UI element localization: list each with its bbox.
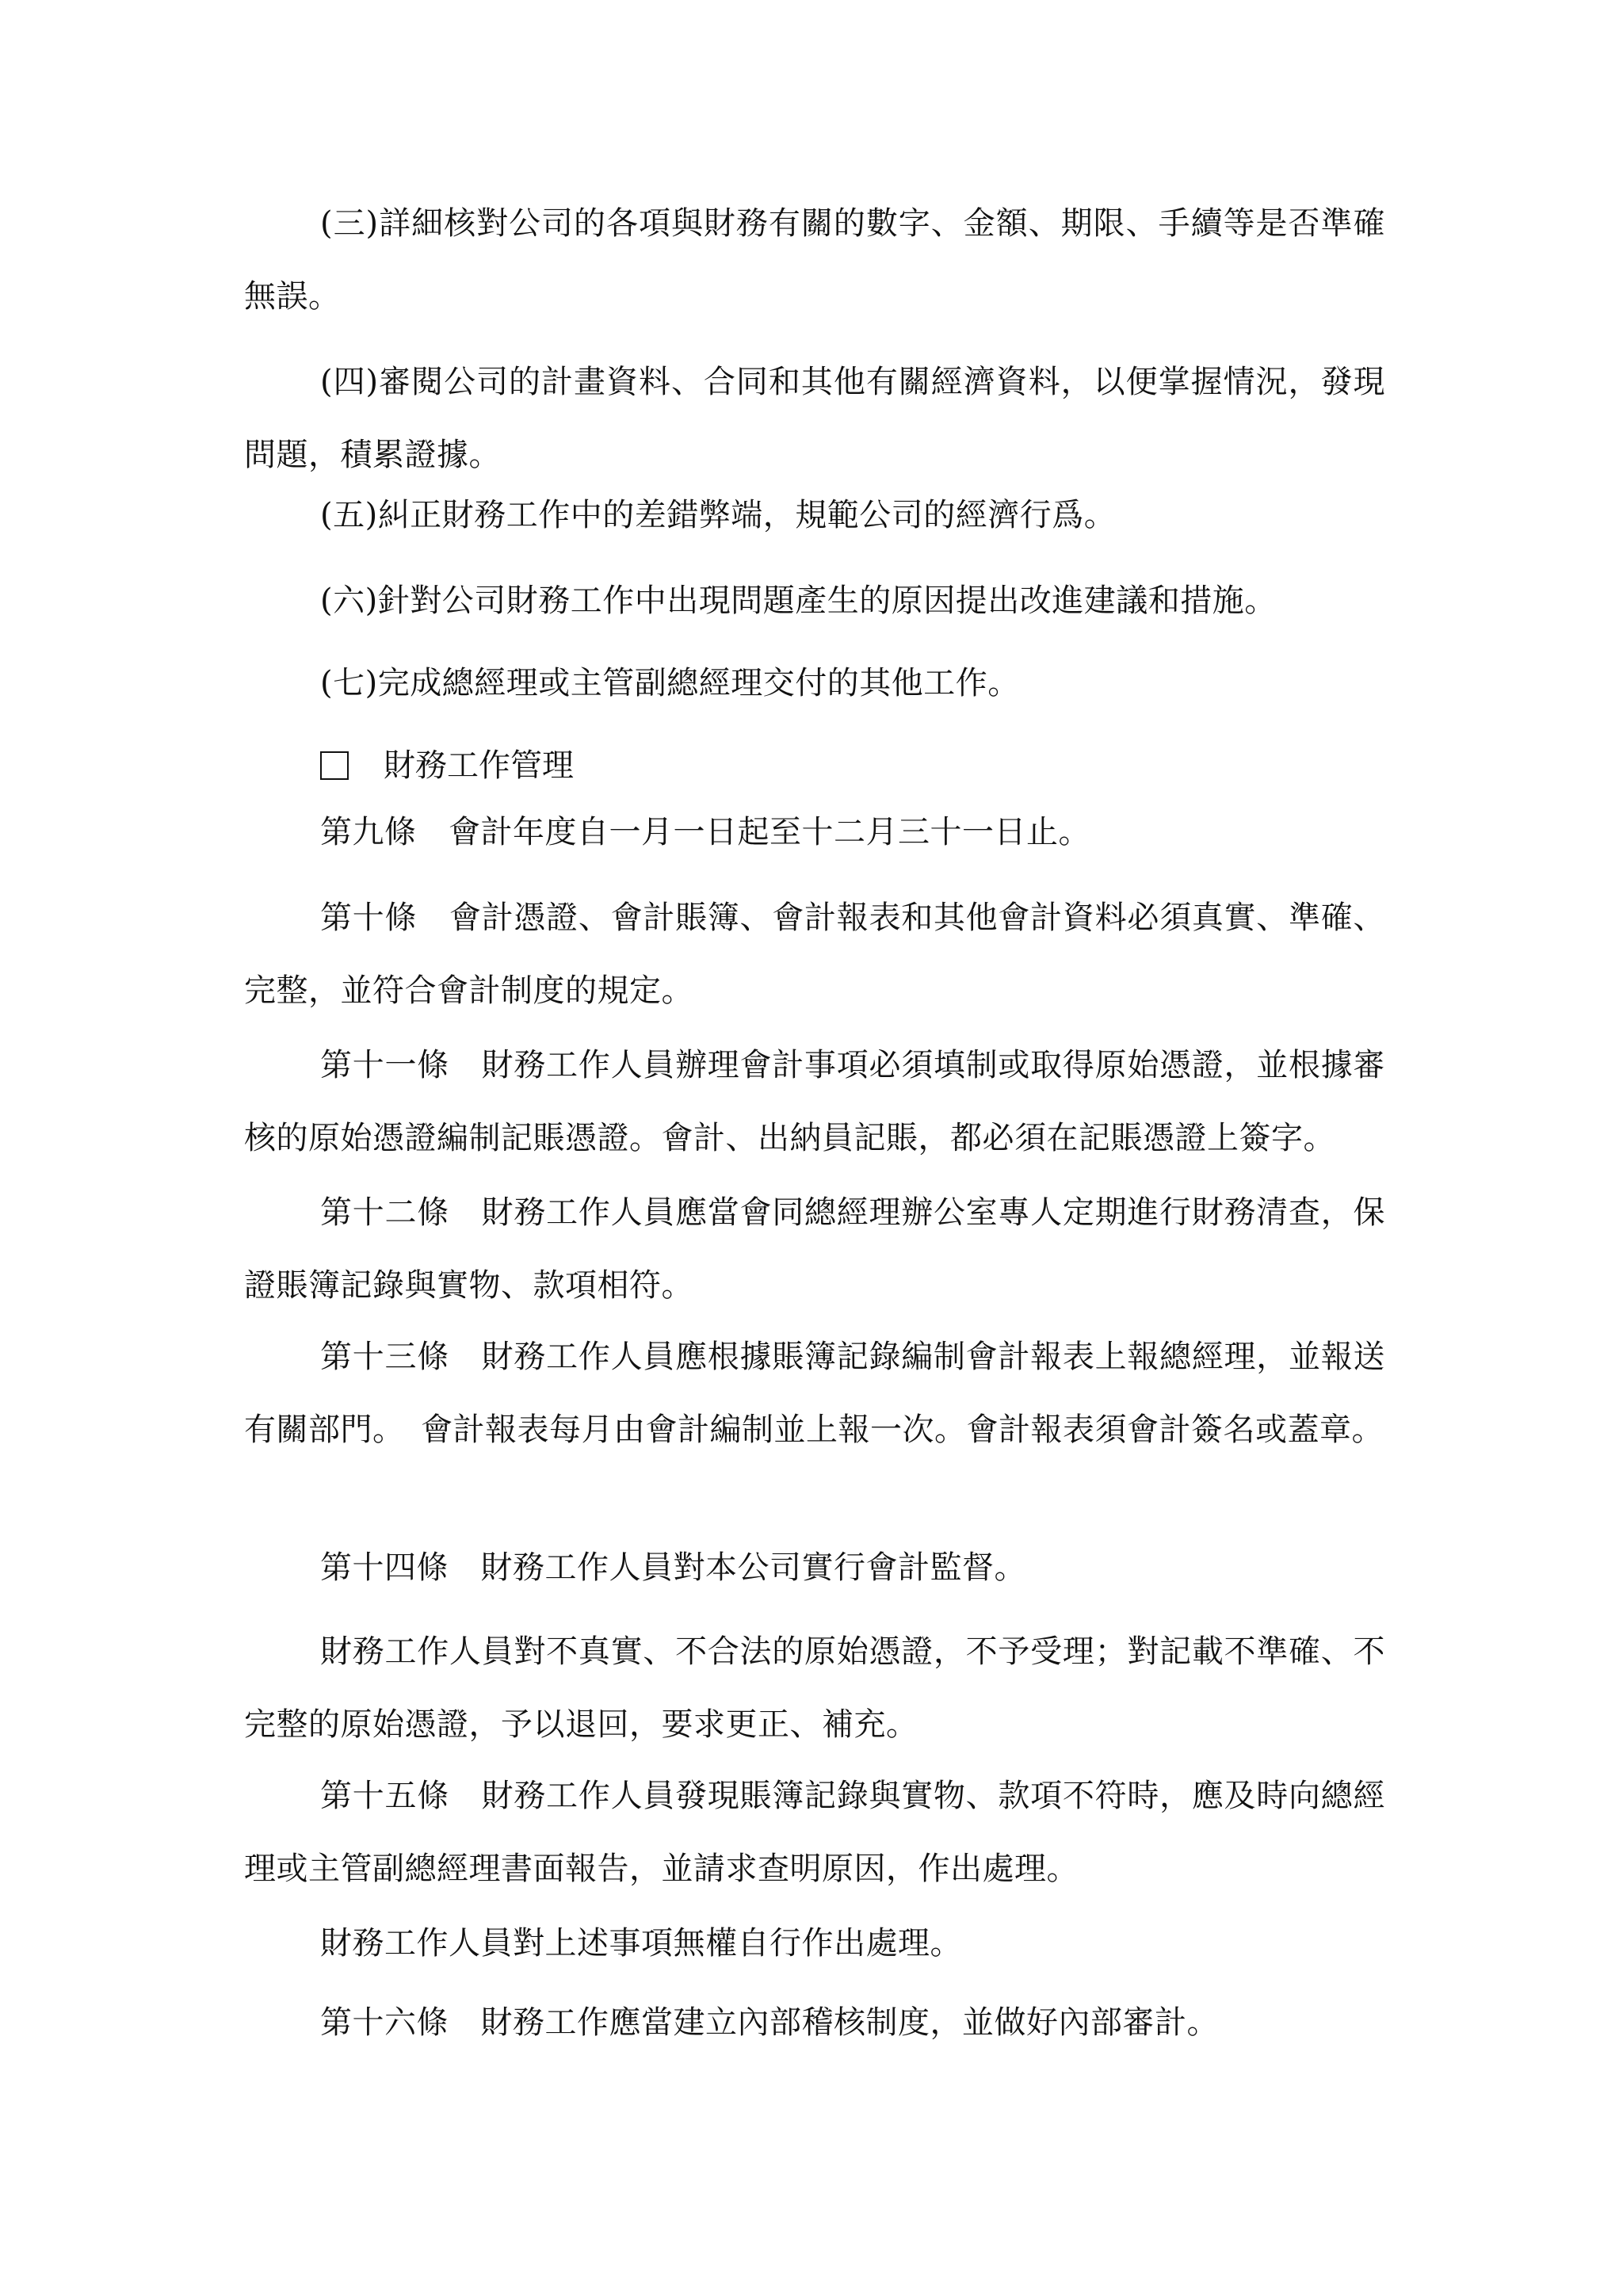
checkbox-icon xyxy=(320,751,349,780)
article-10: 第十條 會計憑證、會計賬簿、會計報表和其他會計資料必須真實、準確、完整，並符合會計制度的規定。 xyxy=(244,900,1385,1009)
article-11: 第十一條 財務工作人員辦理會計事項必須填制或取得原始憑證，並根據審核的原始憑證編制記賬憑證。會計、出納員記賬，都必須在記賬憑證上簽字。 xyxy=(244,1047,1385,1156)
paragraph-item-5: (五)糾正財務工作中的差錯弊端，規範公司的經濟行爲。 xyxy=(320,497,1117,533)
article-13: 第十三條 財務工作人員應根據賬簿記錄編制會計報表上報總經理，並報送有關部門。 會計報表每月由會計編制並上報一次。會計報表須會計簽名或蓋章。 xyxy=(244,1339,1385,1448)
paragraph-item-4: (四)審閱公司的計畫資料、合同和其他有關經濟資料，以便掌握情況，發現問題，積累證據。 xyxy=(244,364,1385,473)
article-12: 第十二條 財務工作人員應當會同總經理辦公室專人定期進行財務清查，保證賬簿記錄與實物、款項相符。 xyxy=(244,1194,1385,1304)
article-14: 第十四條 財務工作人員對本公司實行會計監督。 xyxy=(320,1549,1026,1586)
paragraph-item-7: (七)完成總經理或主管副總經理交付的其他工作。 xyxy=(320,665,1020,701)
article-15-detail: 財務工作人員對上述事項無權自行作出處理。 xyxy=(320,1925,962,1962)
article-9: 第九條 會計年度自一月一日起至十二月三十一日止。 xyxy=(320,814,1090,850)
article-14-detail: 財務工作人員對不真實、不合法的原始憑證，不予受理；對記載不準確、不完整的原始憑證，予以退回，要求更正、補充。 xyxy=(244,1633,1385,1743)
section-heading-text: 財務工作管理 xyxy=(384,747,574,784)
article-15: 第十五條 財務工作人員發現賬簿記錄與實物、款項不符時，應及時向總經理或主管副總經理書面報告，並請求查明原因，作出處理。 xyxy=(244,1778,1385,1887)
paragraph-item-6: (六)針對公司財務工作中出現問題產生的原因提出改進建議和措施。 xyxy=(320,583,1277,619)
section-heading xyxy=(320,729,574,802)
paragraph-item-3: (三)詳細核對公司的各項與財務有關的數字、金額、期限、手續等是否準確無誤。 xyxy=(244,205,1385,315)
article-16: 第十六條 財務工作應當建立內部稽核制度，並做好內部審計。 xyxy=(320,2004,1219,2041)
